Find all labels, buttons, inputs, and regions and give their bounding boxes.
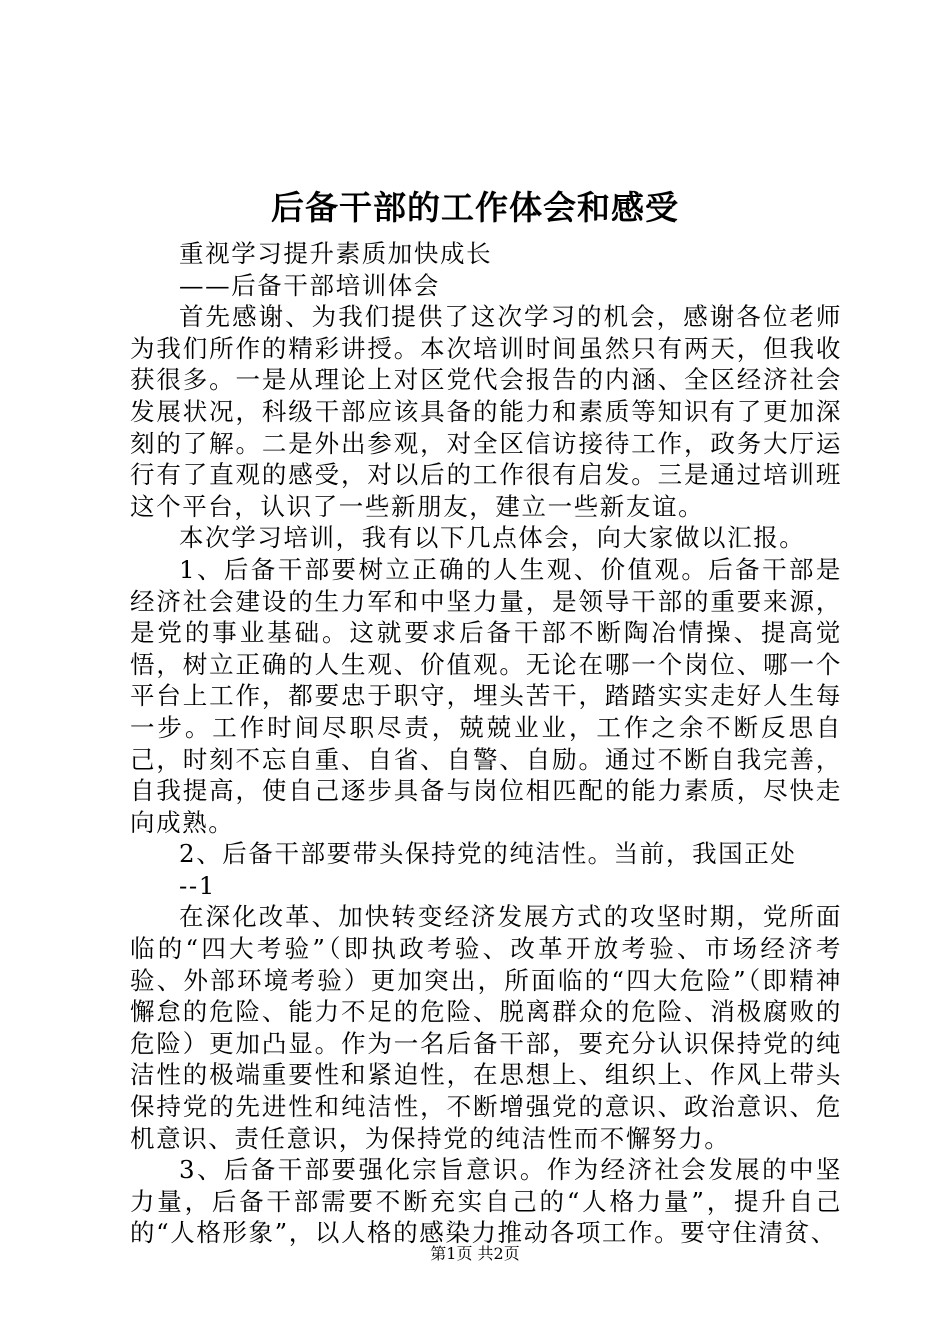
subtitle: 重视学习提升素质加快成长 [179, 239, 493, 268]
subtitle-byline: ——后备干部培训体会 [179, 270, 440, 300]
paragraph-intro: 首先感谢、为我们提供了这次学习的机会，感谢各位老师为我们所作的精彩讲授。本次培训时间虽然只有两天，但我收获很多。一是从理论上对区党代会报告的内涵、全区经济社会发展状况，科级干部应该具备的能力和素质等知识有了更加深刻的了解。二是外出参观，对全区信访接待工作，政务大厅运行有了直观的感受，对以后的工作很有启发。三是通过培训班这个平台，认识了一些新朋友，建立一些新友谊。 [130, 302, 842, 521]
paragraph-report: 本次学习培训，我有以下几点体会，向大家做以汇报。 [179, 523, 806, 553]
document-title: 后备干部的工作体会和感受 [271, 188, 679, 227]
paragraph-point-1: 1、后备干部要树立正确的人生观、价值观。后备干部是经济社会建设的生力军和中坚力量，是领导干部的重要来源，是党的事业基础。这就要求后备干部不断陶冶情操、提高觉悟，树立正确的人生观、价值观。无论在哪一个岗位、哪一个平台上工作，都要忠于职守，埋头苦干，踏踏实实走好人生每一步。工作时间尽职尽责，兢兢业业，工作之余不断反思自己，时刻不忘自重、自省、自警、自励。通过不断自我完善，自我提高，使自己逐步具备与岗位相匹配的能力素质，尽快走向成熟。 [130, 554, 842, 837]
document-body [130, 238, 842, 1249]
paragraph-point-2: 2、后备干部要带头保持党的纯洁性。当前，我国正处 [179, 839, 797, 869]
page-break-marker: --1 [179, 870, 216, 900]
page-footer: 第1页 共2页 [430, 1244, 520, 1263]
paragraph-point-3: 3、后备干部要强化宗旨意识。作为经济社会发展的中坚力量，后备干部需要不断充实自己的“人格力量”，提升自己的“人格形象”，以人格的感染力推动各项工作。要守住清贫、 [130, 1155, 842, 1248]
paragraph-point-2-continued: 在深化改革、加快转变经济发展方式的攻坚时期，党所面临的“四大考验”（即执政考验、改革开放考验、市场经济考验、外部环境考验）更加突出，所面临的“四大危险”（即精神懈怠的危险、能力不足的危险、脱离群众的危险、消极腐败的危险）更加凸显。作为一名后备干部，要充分认识保持党的纯洁性的极端重要性和紧迫性，在思想上、组织上、作风上带头保持党的先进性和纯洁性，不断增强党的意识、政治意识、危机意识、责任意识，为保持党的纯洁性而不懈努力。 [130, 902, 842, 1153]
